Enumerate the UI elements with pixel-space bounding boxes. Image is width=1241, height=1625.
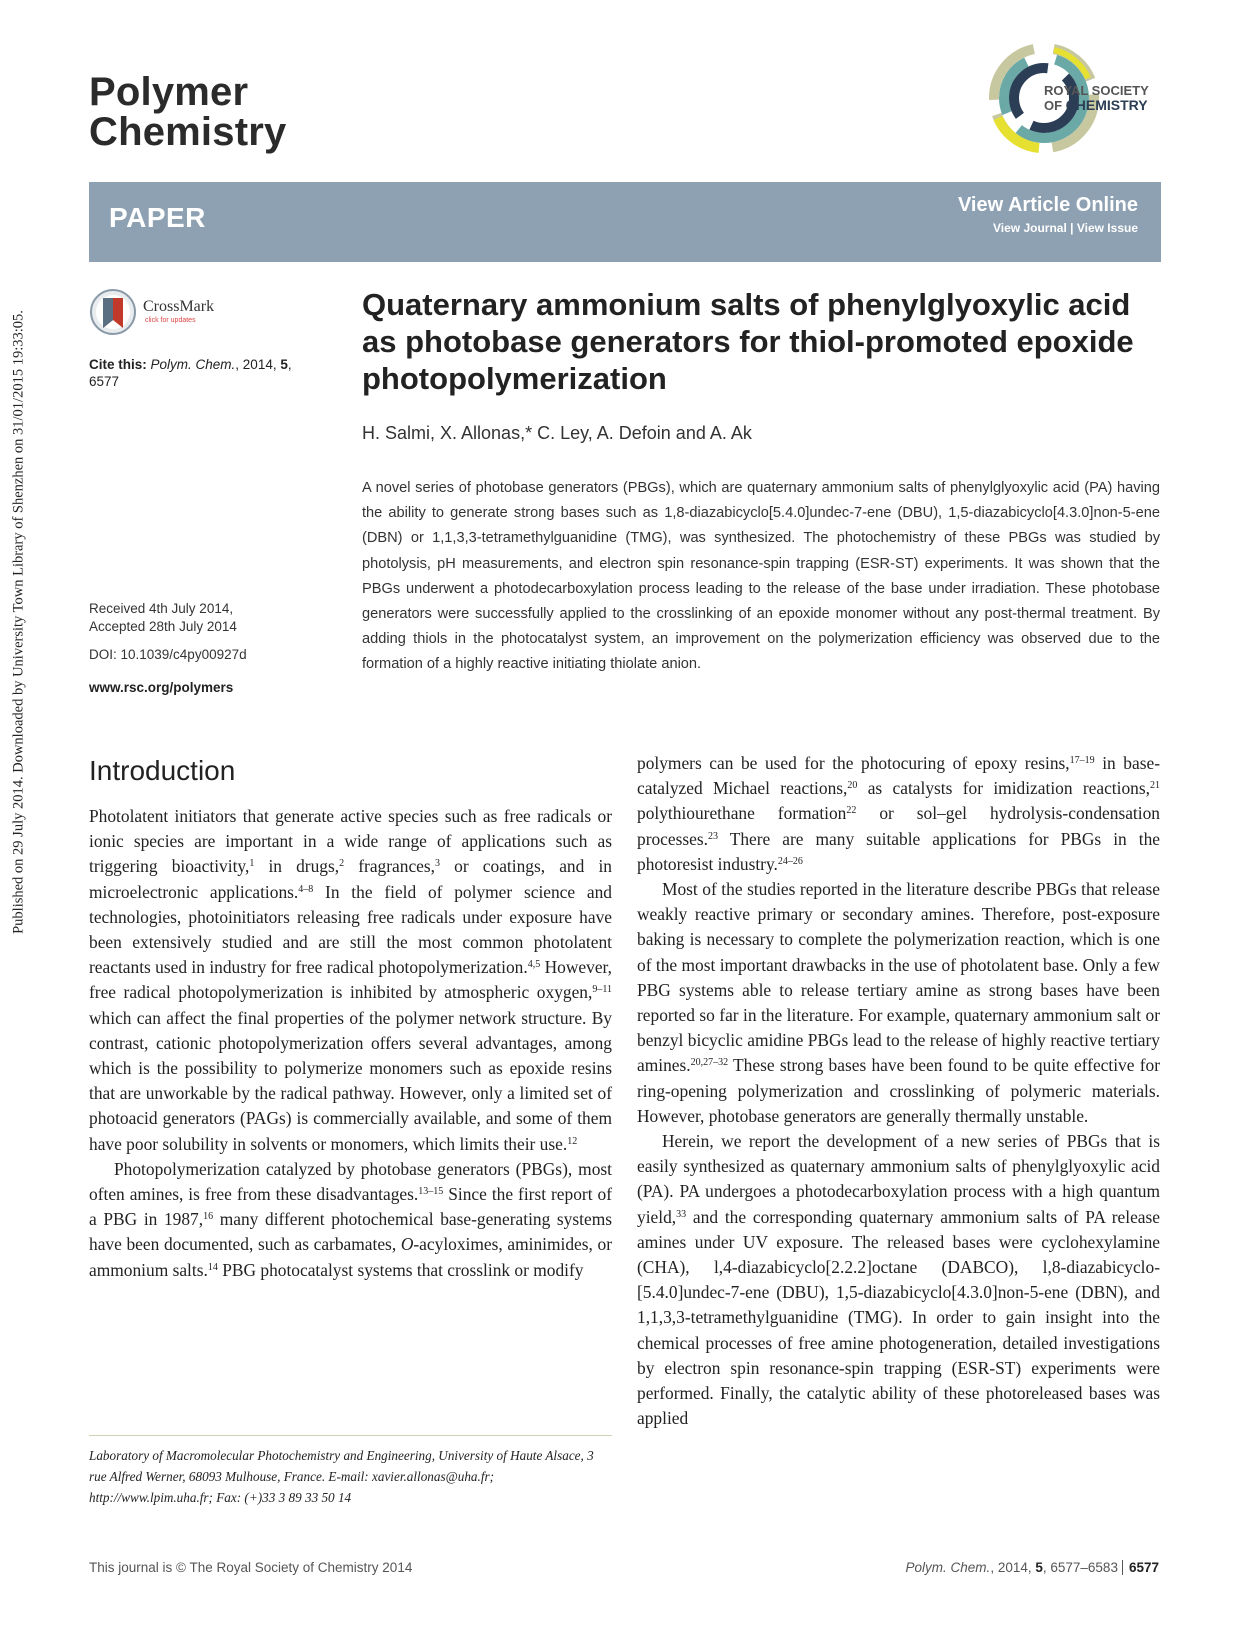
citation-ref[interactable]: 24–26 (777, 855, 803, 867)
author-list: H. Salmi, X. Allonas,* C. Ley, A. Defoin and A. Ak (362, 423, 752, 443)
view-journal-link[interactable]: View Journal (993, 221, 1067, 235)
article-type-label: PAPER (109, 202, 206, 233)
citation-ref[interactable]: 1 (249, 858, 255, 870)
citation-ref[interactable]: 33 (676, 1208, 687, 1220)
citation-ref[interactable]: 2 (339, 858, 345, 870)
page-number: 6577 (1122, 1560, 1159, 1575)
citation-ref[interactable]: 4–8 (298, 883, 314, 895)
journal-title[interactable]: Polymer Chemistry (89, 70, 287, 154)
citation-ref[interactable]: 4,5 (527, 959, 541, 971)
view-issue-link[interactable]: View Issue (1076, 221, 1138, 235)
copyright-footer: This journal is © The Royal Society of Chemistry 2014 (89, 1560, 413, 1575)
citation-ref[interactable]: 22 (846, 805, 857, 817)
abstract: A novel series of photobase generators (PBGs), which are quaternary ammonium salts of phenylglyoxylic acid (PA) having the ability to generate strong bases such as 1,8-diazabicyclo[5.4.0]undec-7-ene (DBU), 1,5-diazabicyclo[4.3.0]non-5-ene (DBN) or 1,1,3,3-tetramethylguanidine (TMG), was synthesized. The photochemistry of these PBGs was studied by photolysis, pH measurements, and electron spin resonance-spin trapping (ESR-ST) experiments. It was shown that the PBGs underwent a photodecarboxylation process leading to the release of the base under irradiation. These photobase generators were successfully applied to the crosslinking of an epoxide monomer without any post-thermal treatment. By adding thiols in the photocatalyst system, an improvement on the polymerization efficiency was observed due to the formation of a highly reactive initiating thiolate anion. (362, 480, 1160, 673)
doi[interactable]: DOI: 10.1039/c4py00927d (89, 647, 247, 662)
paragraph: Photolatent initiators that generate active species such as free radicals or ionic species are important in a wide range of applications such as triggering bioactivity,$^1$ in drugs,$^2$ fragrances,$^3$ or coatings, and in microelectronic applications.$^{4-8}$ In the field of polymer science and technologies, photoinitiators releasing free radicals under exposure have been extensively studied and are still the most common photolatent reactants used in industry for free radical photopolymerization.$^{4,5}$ However, free radical photopolymerization is inhibited by atmospheric oxygen,$^{9-11}$ which can affect the final properties of the polymer network structure. By contrast, cationic photopolymerization offers several advantages, among which is the possibility to polymerize monomers such as epoxide resins that are unworkable by the radical pathway. However, only a limited set of photoacid generators (PAGs) is commercially available, and some of them have poor solubility in solvents or monomers, which limits their use.$^{12}$ (89, 806, 613, 1154)
citation-ref[interactable]: 21 (1149, 780, 1160, 792)
received-dates: Received 4th July 2014, Accepted 28th July 2014 (89, 601, 237, 634)
section-heading-introduction: Introduction (89, 755, 236, 786)
affiliation-footnote: Laboratory of Macromolecular Photochemistry and Engineering, University of Haute Alsace, 3 rue Alfred Werner, 68093 Mulhouse, France. E-mail: xavier.allonas@uha.fr; http://www.lpim.uha.fr; Fax: (+)33 3 89 33 50 14 (89, 1448, 594, 1505)
citation-ref[interactable]: 16 (203, 1211, 214, 1223)
crossmark-icon[interactable] (89, 288, 137, 336)
citation-ref[interactable]: 3 (435, 858, 441, 870)
citation-footer: Polym. Chem., 2014, 5, 6577–6583 6577 (905, 1560, 1159, 1575)
citation-ref[interactable]: 17–19 (1069, 755, 1095, 766)
paragraph: Most of the studies reported in the literature describe PBGs that release weakly reactive primary or secondary amines. Therefore, post-exposure baking is necessary to complete the polymerization reaction, which is one of the most important drawbacks in the use of photolatent base. Only a few PBG systems able to release tertiary amine as strong bases have been reported so far in the literature. For example, quaternary ammonium salt or benzyl bicyclic amidine PBGs lead to the release of highly reactive tertiary amines.$^{20,27-32}$ These strong bases have been found to be quite effective for ring-opening polymerization and crosslinking of polymeric materials. However, photobase generators are generally thermally unstable. (637, 879, 1160, 1126)
citation-ref[interactable]: 20,27–32 (690, 1057, 729, 1069)
banner-links: View Journal | View Issue (993, 221, 1138, 235)
footnote-divider (89, 1435, 612, 1436)
citation-ref[interactable]: 12 (567, 1135, 578, 1147)
paragraph: Photopolymerization catalyzed by photobase generators (PBGs), most often amines, is free from these disadvantages.$^{13-15}$ Since the first report of a PBG in 1987,16 many different photochemical base-generating systems have been documented, such as carbamates, O-acyloximes, aminimides, or ammonium salts.$^{14}$ PBG photocatalyst systems that crosslink or modify (89, 1158, 613, 1280)
paragraph: Herein, we report the development of a new series of PBGs that is easily synthesized as quaternary ammonium salts of phenylglyoxylic acid (PA). PA undergoes a photodecarboxylation process with a high quantum yield,$^{33}$ and the corresponding quaternary ammonium salts of PA release amines under UV exposure. The released bases were cyclohexylamine (CHA), l,4-diazabicyclo[2.2.2]octane (DABCO), l,8-diazabicyclo[5.4.0]undec-7-ene (DBU), 1,5-diazabicyclo[4.3.0]non-5-ene (DBN), and 1,1,3,3-tetramethylguanidine (TMG). In order to gain insight into the chemical processes of free amine photogeneration, detailed investigations by electron spin resonance-spin trapping (ESR-ST) experiments were performed. Finally, the catalytic ability of these photoreleased bases was applied (637, 1131, 1160, 1429)
crossmark-sub[interactable]: click for updates (145, 317, 196, 324)
citation-ref[interactable]: 14 (207, 1261, 218, 1273)
citation-ref[interactable]: 9–11 (592, 984, 612, 996)
crossmark-label[interactable]: CrossMark (143, 298, 215, 315)
body-column-left (89, 804, 612, 1283)
italic-text: O (400, 1234, 414, 1255)
body-column-right (637, 751, 1160, 1431)
journal-url[interactable]: www.rsc.org/polymers (89, 680, 234, 695)
cite-this: Cite this: Polym. Chem., 2014, 5, 6577 (89, 357, 292, 389)
view-article-online-link[interactable]: View Article Online (957, 194, 1138, 216)
download-stamp: Published on 29 July 2014. Downloaded by University Town Library of Shenzhen on 31/01/2015 19:33:05. (10, 310, 27, 934)
paragraph: polymers can be used for the photocuring of epoxy resins,$^{17-19}$ in base-catalyzed Michael reactions,$^{20}$ as catalysts for imidization reactions,$^{21}$ polythiourethane formation$^{22}$ or sol–gel hydrolysis-condensation processes.$^{23}$ There are many suitable applications for PBGs in the photoresist industry.$^{24-26}$ (637, 753, 1160, 874)
article-title: Quaternary ammonium salts of phenylglyoxylic acid as photobase generators for thiol-promoted epoxide photopolymerization (362, 287, 1134, 396)
rsc-logo-text: ROYAL SOCIETY OF CHEMISTRY (1044, 83, 1149, 113)
citation-ref[interactable]: 23 (708, 830, 718, 842)
citation-ref[interactable]: 20 (847, 780, 858, 792)
citation-ref[interactable]: 13–15 (418, 1186, 444, 1198)
